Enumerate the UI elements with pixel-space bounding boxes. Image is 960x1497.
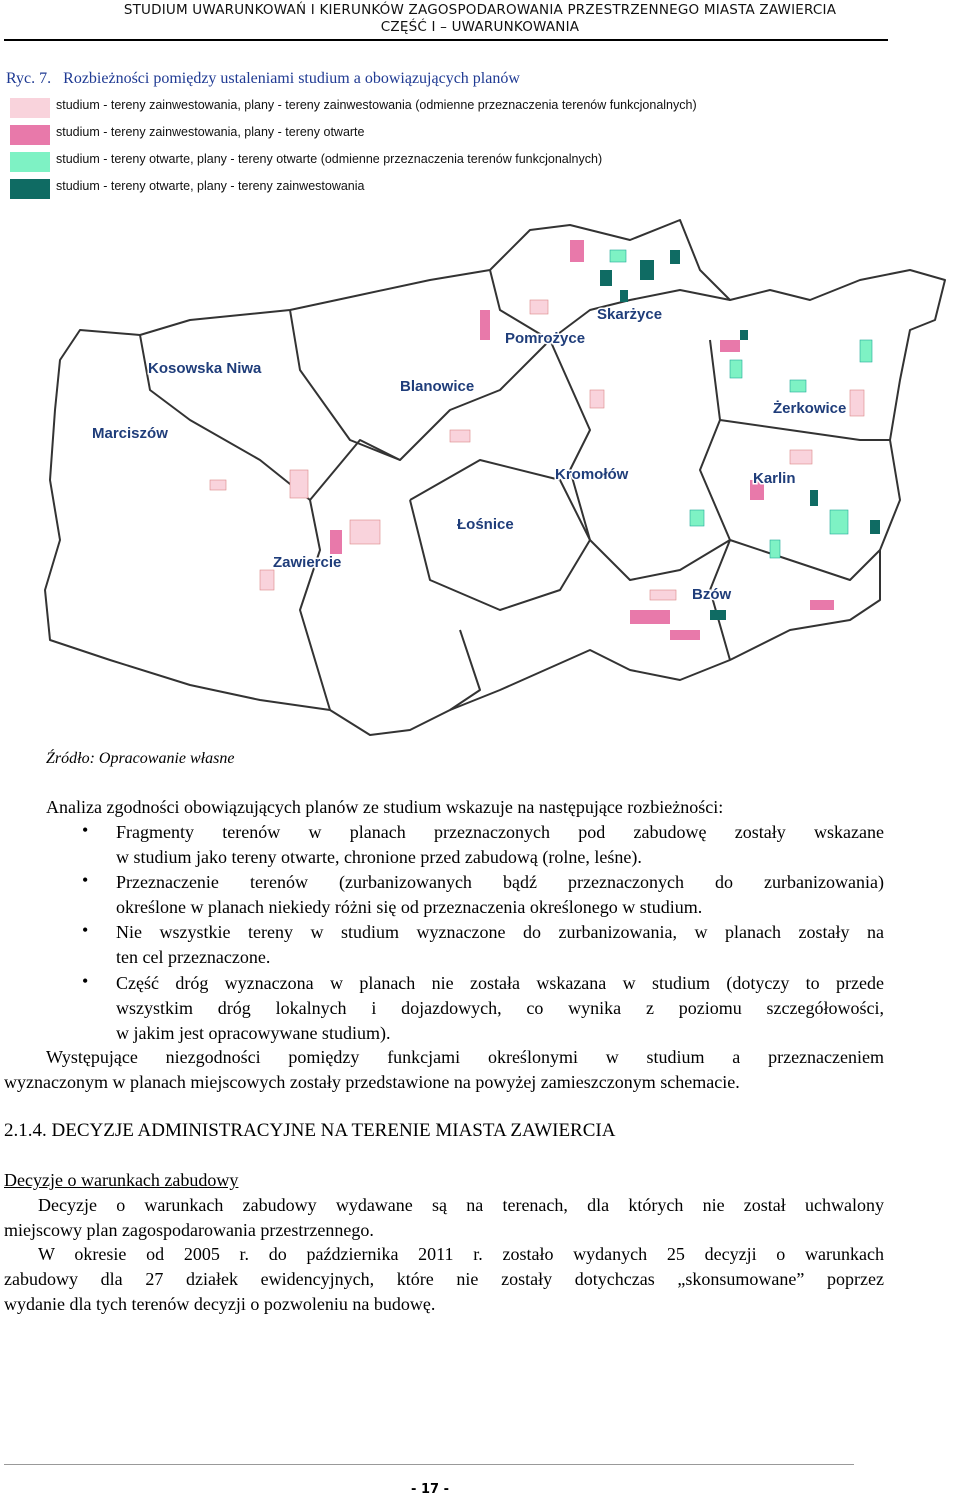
bullet-4-line-2: wszystkim dróg lokalnych i dojazdowych, co wynika z poziomu szczegółowości, bbox=[116, 998, 884, 1018]
legend-swatch bbox=[10, 125, 50, 145]
legend-item bbox=[8, 177, 768, 201]
figure-source: Źródło: Opracowanie własne bbox=[46, 750, 235, 767]
label-marciszow: Marciszów bbox=[92, 425, 168, 442]
label-blanowice: Blanowice bbox=[400, 378, 475, 395]
bullet-dot: • bbox=[82, 971, 89, 991]
legend-swatch bbox=[10, 98, 50, 118]
legend-label: studium - tereny zainwestowania, plany - tereny zainwestowania (odmienne przeznaczenia terenów funkcjonalnych) bbox=[56, 98, 697, 112]
bullet-4-line-3: w jakim jest opracowywane studium). bbox=[116, 1023, 391, 1043]
bullet-dot: • bbox=[82, 920, 89, 940]
legend-item bbox=[8, 150, 768, 174]
patches-pink bbox=[330, 240, 834, 640]
bullet-4-line-1: Część dróg wyznaczona w planach nie została wskazana w studium (dotyczy to przede bbox=[116, 973, 884, 993]
subsection-heading: Decyzje o warunkach zabudowy bbox=[4, 1170, 239, 1190]
footer-rule bbox=[4, 1464, 854, 1465]
label-losnice: Łośnice bbox=[457, 516, 514, 533]
intro-text: Analiza zgodności obowiązujących planów ze studium wskazuje na następujące rozbieżności: bbox=[46, 797, 724, 817]
paragraph-3-line-3: wydanie dla tych terenów decyzji o pozwoleniu na budowę. bbox=[4, 1294, 436, 1314]
label-skarzyce: Skarżyce bbox=[597, 306, 663, 323]
label-zerkowice: Żerkowice bbox=[773, 400, 847, 417]
page-number: - 17 - bbox=[411, 1482, 449, 1497]
legend-label: studium - tereny otwarte, plany - tereny otwarte (odmienne przeznaczenia terenów funkcjonalnych) bbox=[56, 152, 603, 166]
figure-title: Rozbieżności pomiędzy ustaleniami studium a obowiązujących planów bbox=[63, 70, 520, 87]
bullet-2-line-2: określone w planach niekiedy różni się od przeznaczenia określonego w studium. bbox=[116, 897, 703, 917]
figure-number: Ryc. 7. bbox=[6, 70, 52, 87]
legend-swatch bbox=[10, 179, 50, 199]
district-line bbox=[450, 630, 480, 710]
city-boundary bbox=[45, 220, 945, 735]
label-pomrozyce: Pomrożyce bbox=[505, 330, 586, 347]
label-zawiercie: Zawiercie bbox=[273, 554, 342, 571]
legend-item bbox=[8, 96, 768, 120]
paragraph-2-line-2: miejscowy plan zagospodarowania przestrzennego. bbox=[4, 1220, 374, 1240]
section-heading: 2.1.4. DECYZJE ADMINISTRACYJNE NA TERENIE MIASTA ZAWIERCIA bbox=[4, 1120, 616, 1141]
legend-swatch bbox=[10, 152, 50, 172]
bullet-dot: • bbox=[82, 820, 89, 840]
district-line bbox=[720, 420, 890, 440]
bullet-1-line-1: Fragmenty terenów w planach przeznaczonych pod zabudowę zostały wskazane bbox=[116, 822, 884, 842]
header-subtitle: CZĘŚĆ I – UWARUNKOWANIA bbox=[380, 19, 580, 35]
bullet-3-line-2: ten cel przeznaczone. bbox=[116, 947, 271, 967]
bullet-2-line-1: Przeznaczenie terenów (zurbanizowanych bądź przeznaczonych do zurbanizowania) bbox=[116, 872, 884, 892]
paragraph-2-line-1: Decyzje o warunkach zabudowy wydawane są na terenach, dla których nie został uchwalony bbox=[38, 1195, 884, 1215]
bullet-1-line-2: w studium jako tereny otwarte, chronione przed zabudową (rolne, leśne). bbox=[116, 847, 642, 867]
district-line bbox=[310, 440, 400, 500]
label-bzow: Bzów bbox=[692, 586, 732, 603]
paragraph-1-line-1: Występujące niezgodności pomiędzy funkcjami określonymi w studium a przeznaczeniem bbox=[46, 1047, 884, 1067]
header-rule bbox=[4, 39, 888, 41]
label-karlin: Karlin bbox=[753, 470, 796, 487]
figure-caption bbox=[6, 70, 520, 88]
paragraph-3-line-1: W okresie od 2005 r. do października 2011 r. zostało wydanych 25 decyzji o warunkach bbox=[38, 1244, 884, 1264]
legend-label: studium - tereny otwarte, plany - tereny zainwestowania bbox=[56, 179, 365, 193]
label-kromolow: Kromołów bbox=[555, 466, 629, 483]
bullet-dot: • bbox=[82, 870, 89, 890]
legend-label: studium - tereny zainwestowania, plany - tereny otwarte bbox=[56, 125, 365, 139]
paragraph-3-line-2: zabudowy dla 27 działek ewidencyjnych, które nie zostały dotychczas „skonsumowane” poprzez bbox=[4, 1269, 884, 1289]
paragraph-1-line-2: wyznaczonym w planach miejscowych zostały przedstawione na powyżej zamieszczonym schemacie. bbox=[4, 1072, 740, 1092]
label-kosowska-niwa: Kosowska Niwa bbox=[148, 360, 262, 377]
bullet-3-line-1: Nie wszystkie tereny w studium wyznaczone do zurbanizowania, w planach zostały na bbox=[116, 922, 884, 942]
header-title: STUDIUM UWARUNKOWAŃ I KIERUNKÓW ZAGOSPODAROWANIA PRZESTRZENNEGO MIASTA ZAWIERCIA bbox=[123, 2, 837, 18]
legend-item bbox=[8, 123, 768, 147]
district-line bbox=[300, 500, 330, 710]
districts-map bbox=[30, 210, 960, 745]
